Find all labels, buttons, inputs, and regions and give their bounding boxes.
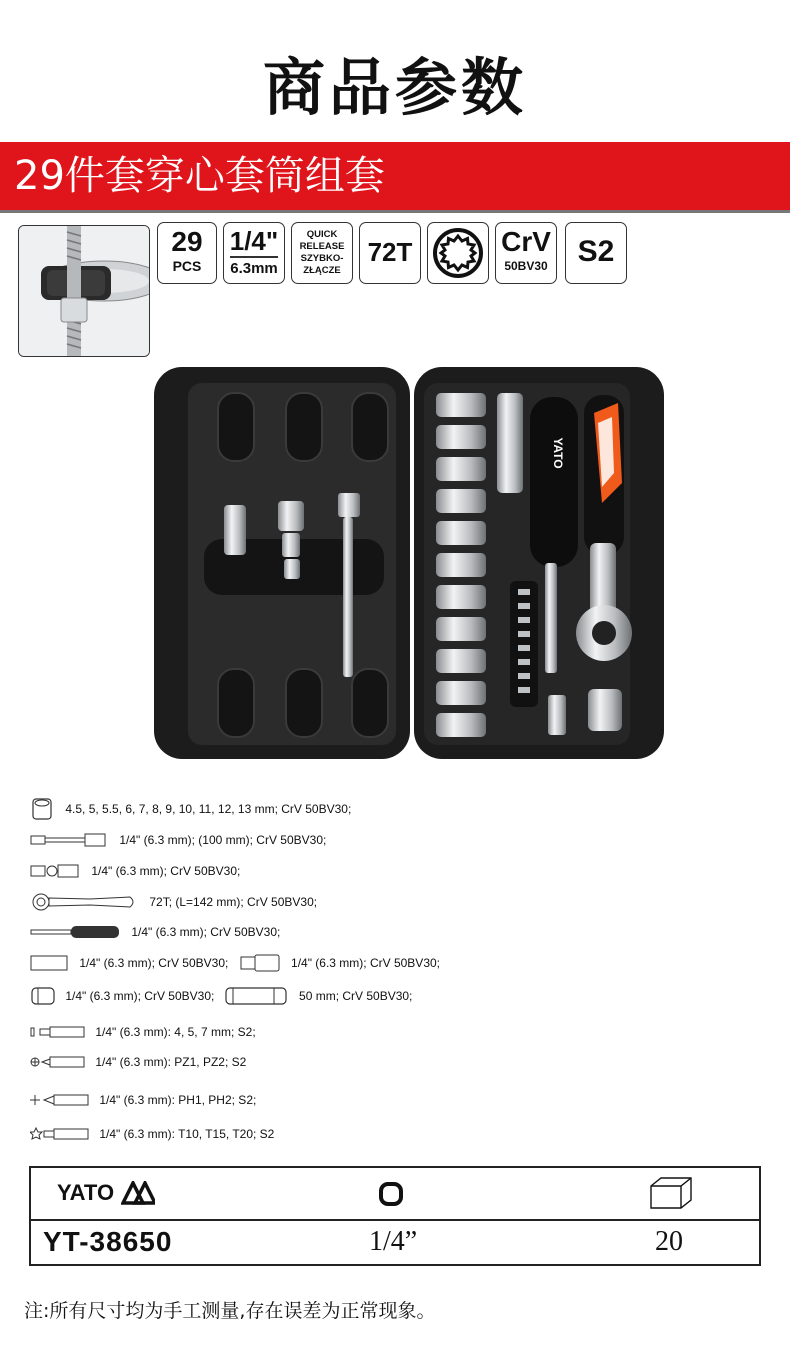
spec-row-universal-joint	[30, 862, 240, 880]
pieces-badge	[157, 222, 217, 284]
spark-plug-socket-icon	[30, 986, 56, 1006]
bit-holder-icon	[30, 954, 70, 972]
bits-material: S2	[577, 235, 615, 268]
quantity-value: 20	[655, 1226, 683, 1257]
spec-text-universal-joint: 1/4" (6.3 mm); CrV 50BV30;	[91, 864, 241, 878]
quick-release-line-1: QUICK	[306, 229, 338, 240]
spec-text-bit-holder: 1/4" (6.3 mm); CrV 50BV30;	[79, 956, 229, 970]
yato-logo-text: YATO	[57, 1180, 115, 1205]
material-badge	[495, 222, 557, 284]
ratchet-icon	[30, 892, 140, 912]
model-number: YT-38650	[43, 1226, 173, 1257]
spec-text-torx-bit: 1/4" (6.3 mm): T10, T15, T20; S2	[99, 1126, 275, 1141]
adapter-icon	[240, 954, 282, 972]
teeth-badge	[359, 222, 421, 284]
spec-row-pozidriv-bit	[30, 1054, 246, 1069]
tool-case-image	[152, 363, 666, 763]
spec-row-extension	[30, 832, 326, 848]
long-socket-icon	[224, 986, 290, 1006]
box-quantity-icon	[649, 1176, 693, 1210]
product-title-banner	[0, 142, 790, 210]
spec-text-spark-plug-socket: 1/4" (6.3 mm); CrV 50BV30;	[65, 989, 215, 1003]
drive-fraction: 1/4"	[229, 226, 279, 256]
drive-metric: 6.3mm	[230, 259, 278, 277]
quick-release-line-4: ZŁĄCZE	[303, 265, 341, 276]
flat-bit-icon	[30, 1025, 86, 1039]
spec-text-adapter: 1/4" (6.3 mm); CrV 50BV30;	[291, 956, 440, 970]
drive-square-icon	[378, 1181, 404, 1207]
universal-joint-icon	[30, 862, 82, 880]
spec-row-ratchet	[30, 892, 317, 912]
12-point-socket-icon	[429, 224, 487, 282]
spec-text-pozidriv-bit: 1/4" (6.3 mm): PZ1, PZ2; S2	[95, 1054, 247, 1069]
spec-text-phillips-bit: 1/4" (6.3 mm): PH1, PH2; S2;	[99, 1092, 257, 1107]
spec-text-screwdriver-handle: 1/4" (6.3 mm); CrV 50BV30;	[131, 925, 281, 939]
measurement-note: 注:所有尺寸均为手工测量,存在误差为正常现象。	[24, 1300, 436, 1322]
spec-text-ratchet: 72T; (L=142 mm); CrV 50BV30;	[149, 895, 318, 909]
spec-row-spark-plug-socket	[30, 986, 412, 1006]
drive-size-badge	[223, 222, 285, 284]
spec-row-screwdriver-handle	[30, 924, 280, 940]
banner-divider	[0, 210, 790, 213]
12-point-socket-badge	[427, 222, 489, 284]
teeth-count: 72T	[367, 237, 413, 267]
case-brand-label: YATO	[551, 437, 565, 469]
bits-material-badge	[565, 222, 627, 284]
quick-release-line-2: RELEASE	[299, 241, 345, 252]
spec-row-sockets	[30, 797, 351, 821]
spec-text-extension: 1/4" (6.3 mm); (100 mm); CrV 50BV30;	[119, 833, 327, 847]
table-divider	[31, 1219, 759, 1221]
product-title: 29件套穿心套筒组套	[14, 153, 385, 199]
pass-through-detail-image	[18, 225, 150, 357]
quick-release-line-3: SZYBKO-	[300, 253, 344, 264]
pozidriv-bit-icon	[30, 1055, 86, 1069]
pieces-number: 29	[171, 226, 203, 257]
torx-bit-icon	[30, 1127, 90, 1141]
spec-row-bit-holder	[30, 954, 440, 972]
spec-text-long-socket: 50 mm; CrV 50BV30;	[299, 989, 413, 1003]
screwdriver-handle-icon	[30, 924, 122, 940]
socket-icon	[30, 797, 56, 821]
yato-logo-icon	[121, 1181, 155, 1205]
drive-size-value: 1/4”	[369, 1226, 418, 1257]
spec-table	[29, 1166, 761, 1266]
page-title: 商品参数	[262, 51, 527, 124]
spec-text-flat-bit: 1/4" (6.3 mm): 4, 5, 7 mm; S2;	[95, 1024, 256, 1039]
pieces-unit: PCS	[172, 258, 202, 274]
material-sub: 50BV30	[504, 259, 548, 273]
spec-row-torx-bit	[30, 1126, 274, 1141]
spec-row-flat-bit	[30, 1024, 256, 1039]
table-brand-cell	[57, 1180, 155, 1206]
material-main: CrV	[501, 226, 551, 257]
extension-bar-icon	[30, 832, 110, 848]
spec-row-phillips-bit	[30, 1092, 256, 1107]
quick-release-badge	[291, 222, 353, 284]
phillips-bit-icon	[30, 1093, 90, 1107]
spec-text-sockets: 4.5, 5, 5.5, 6, 7, 8, 9, 10, 11, 12, 13 mm; CrV 50BV30;	[65, 802, 352, 816]
